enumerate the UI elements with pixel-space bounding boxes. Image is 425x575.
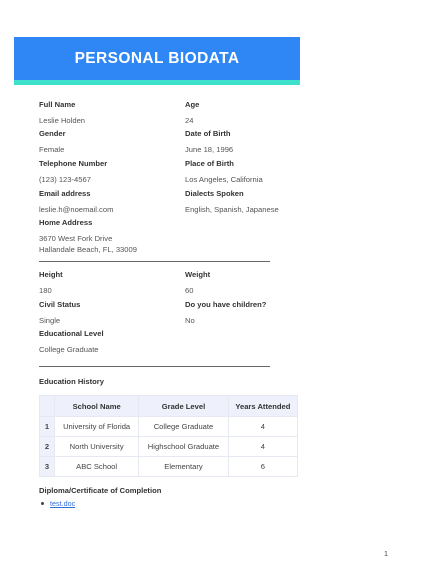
grade-level-cell: College Graduate [139, 417, 228, 437]
civil-status-label: Civil Status [39, 300, 81, 309]
table-row [40, 417, 298, 437]
dob-label: Date of Birth [185, 129, 231, 138]
section-divider [39, 261, 270, 262]
bullet-icon [41, 502, 44, 505]
years-attended-cell: 4 [228, 437, 297, 457]
height-field [39, 270, 63, 296]
height-label: Height [39, 270, 63, 279]
pob-value: Los Angeles, California [185, 175, 263, 184]
gender-label: Gender [39, 129, 66, 138]
full-name-value: Leslie Holden [39, 116, 86, 125]
weight-value: 60 [185, 286, 194, 295]
age-value: 24 [185, 116, 194, 125]
education-history-table [39, 395, 298, 477]
grade-level-cell: Elementary [139, 457, 228, 477]
row-number: 3 [40, 457, 55, 477]
dialects-field [185, 189, 279, 215]
children-value: No [185, 316, 195, 325]
section-divider [39, 366, 270, 367]
table-header-row [40, 396, 298, 417]
civil-status-field [39, 300, 80, 326]
children-field [185, 300, 266, 326]
column-header: School Name [55, 396, 139, 417]
dob-field [185, 129, 233, 155]
column-header: Years Attended [228, 396, 297, 417]
dialects-label: Dialects Spoken [185, 189, 244, 198]
address-field [39, 218, 137, 255]
phone-value: (123) 123-4567 [39, 175, 91, 184]
gender-field [39, 129, 66, 155]
title-banner [14, 37, 300, 80]
address-line-2: Hallandale Beach, FL, 33009 [39, 245, 137, 254]
years-attended-cell: 4 [228, 417, 297, 437]
column-header [40, 396, 55, 417]
pob-label: Place of Birth [185, 159, 234, 168]
age-field [185, 100, 199, 126]
civil-status-value: Single [39, 316, 61, 325]
phone-label: Telephone Number [39, 159, 108, 168]
row-number: 2 [40, 437, 55, 457]
table-row [40, 457, 298, 477]
address-line-1: 3670 West Fork Drive [39, 234, 113, 243]
column-header: Grade Level [139, 396, 228, 417]
attachment-link[interactable]: test.doc [50, 499, 76, 508]
weight-label: Weight [185, 270, 211, 279]
pob-field [185, 159, 263, 185]
age-label: Age [185, 100, 200, 109]
title-accent-strip [14, 80, 300, 85]
email-field [39, 189, 113, 215]
dialects-value: English, Spanish, Japanese [185, 205, 279, 214]
education-level-field [39, 329, 104, 355]
full-name-label: Full Name [39, 100, 76, 109]
grade-level-cell: Highschool Graduate [139, 437, 228, 457]
dob-value: June 18, 1996 [185, 145, 234, 154]
school-name-cell: University of Florida [55, 417, 139, 437]
email-label: Email address [39, 189, 91, 198]
height-value: 180 [39, 286, 52, 295]
page-title: PERSONAL BIODATA [74, 49, 240, 67]
full-name-field [39, 100, 85, 126]
education-level-label: Educational Level [39, 329, 104, 338]
gender-value: Female [39, 145, 65, 154]
phone-field [39, 159, 107, 185]
education-history-title: Education History [39, 377, 104, 386]
email-value: leslie.h@noemail.com [39, 205, 114, 214]
table-row [40, 437, 298, 457]
children-label: Do you have children? [185, 300, 267, 309]
years-attended-cell: 6 [228, 457, 297, 477]
page-number: 1 [384, 549, 388, 558]
weight-field [185, 270, 210, 296]
school-name-cell: North University [55, 437, 139, 457]
row-number: 1 [40, 417, 55, 437]
education-level-value: College Graduate [39, 345, 99, 354]
address-label: Home Address [39, 218, 93, 227]
diploma-title: Diploma/Certificate of Completion [39, 486, 162, 495]
school-name-cell: ABC School [55, 457, 139, 477]
attachment-list-item [39, 499, 75, 508]
